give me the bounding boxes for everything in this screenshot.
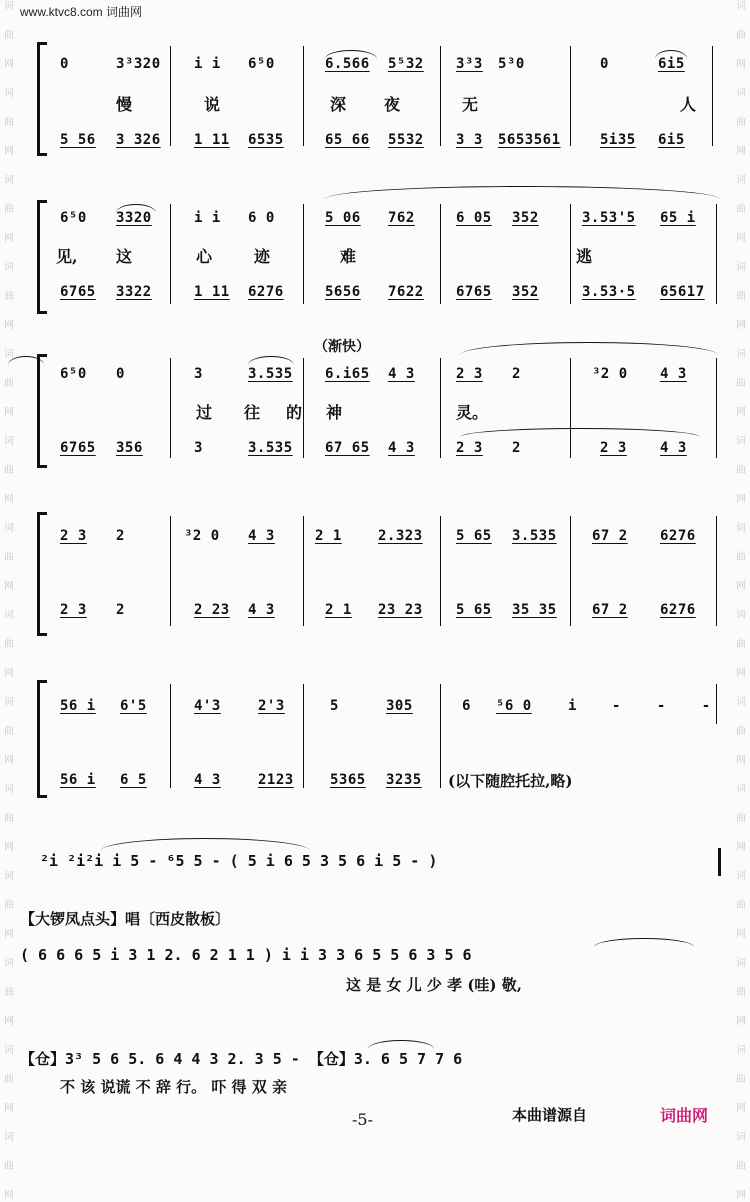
- note-group: 6i5: [658, 132, 685, 148]
- note-group: 305: [386, 698, 413, 714]
- note-group: 6.566: [325, 56, 370, 72]
- watermark-glyph: 词: [4, 262, 14, 273]
- lyric: 心: [196, 247, 213, 266]
- watermark-glyph: 词: [736, 175, 746, 186]
- watermark-glyph: 曲: [4, 30, 14, 41]
- watermark-glyph: 曲: [736, 1074, 746, 1085]
- watermark-glyph: 网: [736, 1190, 746, 1201]
- watermark-glyph: 网: [736, 233, 746, 244]
- note-group: 4 3: [248, 602, 275, 618]
- watermark-glyph: 曲: [736, 30, 746, 41]
- note-group: 6.i65: [325, 366, 370, 382]
- watermark-glyph: 曲: [736, 117, 746, 128]
- watermark-glyph: 词: [736, 610, 746, 621]
- slur: [325, 186, 720, 199]
- barline: [440, 684, 441, 788]
- note-group: 2 3: [600, 440, 627, 456]
- watermark-glyph: 曲: [4, 900, 14, 911]
- note-group: 3: [194, 366, 203, 382]
- watermark-glyph: 曲: [736, 291, 746, 302]
- note-group: 6⁵0: [248, 56, 275, 72]
- brand-link[interactable]: 词曲网: [660, 1106, 709, 1125]
- watermark-glyph: 曲: [4, 639, 14, 650]
- watermark-glyph: 词: [4, 349, 14, 360]
- watermark-glyph: 词: [736, 1132, 746, 1143]
- site-url: www.ktvc8.com: [20, 5, 103, 19]
- barline: [303, 516, 304, 626]
- watermark-glyph: 曲: [4, 552, 14, 563]
- note-group: 5 56: [60, 132, 96, 148]
- watermark-glyph: 网: [4, 320, 14, 331]
- lyric: 夜: [384, 95, 401, 114]
- note-group: 2: [512, 366, 521, 382]
- note-group: 6276: [660, 528, 696, 544]
- note-group: i i: [194, 210, 221, 226]
- system-bracket: [37, 512, 47, 636]
- lyric: 人: [680, 95, 697, 114]
- notation-line: ( 6 6 6 5 i 3 1 2. 6 2 1 1 ) i i 3 3 6 5 5 6 3 5 6: [20, 946, 472, 964]
- watermark-glyph: 曲: [736, 987, 746, 998]
- system-bracket: [37, 354, 47, 468]
- slur: [325, 50, 377, 59]
- watermark-glyph: 网: [736, 668, 746, 679]
- watermark-glyph: 曲: [736, 726, 746, 737]
- watermark-glyph: 网: [736, 407, 746, 418]
- note-group: 5 65: [456, 602, 492, 618]
- note-group: 1 11: [194, 284, 230, 300]
- final-barline: [718, 848, 721, 876]
- note-group: 0: [116, 366, 125, 382]
- watermark-glyph: 曲: [736, 378, 746, 389]
- lyric: 难: [340, 247, 357, 266]
- note-group: ³2 0: [184, 528, 220, 544]
- watermark-glyph: 网: [4, 494, 14, 505]
- watermark-glyph: 网: [736, 755, 746, 766]
- watermark-glyph: 网: [4, 581, 14, 592]
- barline: [303, 204, 304, 304]
- watermark-glyph: 词: [4, 784, 14, 795]
- note-group: 2: [116, 528, 125, 544]
- accompaniment-note: (以下随腔托拉,略): [448, 772, 573, 790]
- watermark-glyph: 词: [4, 1132, 14, 1143]
- lyric: 往: [244, 403, 261, 422]
- system-bracket: [37, 200, 47, 314]
- note-group: 5 06: [325, 210, 361, 226]
- note-group: 5653561: [498, 132, 561, 148]
- barline: [440, 516, 441, 626]
- note-group: 2 3: [456, 366, 483, 382]
- barline: [570, 204, 571, 304]
- lyric: 灵。: [456, 403, 489, 422]
- notation-line: 【仓】3³ 5 6 5. 6 4 4 3 2. 3 5 - 【仓】3. 6 5 7 7 6: [20, 1050, 463, 1068]
- note-group: 5⁵32: [388, 56, 424, 72]
- watermark-glyph: 曲: [4, 465, 14, 476]
- site-name: 词曲网: [106, 5, 143, 19]
- note-group: 4'3: [194, 698, 221, 714]
- note-group: 6 05: [456, 210, 492, 226]
- note-group: 6765: [456, 284, 492, 300]
- note-group: 1 11: [194, 132, 230, 148]
- barline: [170, 516, 171, 626]
- barline: [170, 684, 171, 788]
- barline: [170, 358, 171, 458]
- note-group: 2 1: [325, 602, 352, 618]
- note-group: 6: [462, 698, 471, 714]
- watermark-glyph: 词: [736, 262, 746, 273]
- note-group: - - -: [612, 698, 725, 714]
- barline: [570, 46, 571, 146]
- watermark-glyph: 曲: [4, 726, 14, 737]
- note-group: 6765: [60, 440, 96, 456]
- watermark-glyph: 词: [4, 610, 14, 621]
- barline: [303, 684, 304, 788]
- note-group: 3.535: [248, 440, 293, 456]
- watermark-glyph: 词: [4, 958, 14, 969]
- page-number: -5-: [352, 1110, 373, 1129]
- note-group: 352: [512, 284, 539, 300]
- system-bracket: [37, 680, 47, 798]
- note-group: 56 i: [60, 772, 96, 788]
- watermark-glyph: 词: [736, 436, 746, 447]
- note-group: 5 65: [456, 528, 492, 544]
- watermark-glyph: 词: [736, 697, 746, 708]
- note-group: 5532: [388, 132, 424, 148]
- note-group: 7622: [388, 284, 424, 300]
- watermark-glyph: 曲: [4, 291, 14, 302]
- note-group: 2 1: [315, 528, 342, 544]
- note-group: 6276: [248, 284, 284, 300]
- watermark-glyph: 曲: [736, 1161, 746, 1172]
- note-group: i: [568, 698, 577, 714]
- lyric: 见,: [56, 247, 78, 266]
- barline: [440, 358, 441, 458]
- barline: [170, 204, 171, 304]
- watermark-glyph: 网: [4, 146, 14, 157]
- note-group: 5i35: [600, 132, 636, 148]
- note-group: 6276: [660, 602, 696, 618]
- lyric: 说: [204, 95, 221, 114]
- slur: [368, 1040, 434, 1049]
- watermark-glyph: 网: [736, 146, 746, 157]
- note-group: 2123: [258, 772, 294, 788]
- watermark-glyph: 网: [4, 929, 14, 940]
- watermark-glyph: 曲: [736, 813, 746, 824]
- note-group: ⁵6 0: [496, 698, 532, 714]
- watermark-glyph: 网: [4, 1190, 14, 1201]
- section-heading: 【大锣凤点头】唱〔西皮散板〕: [20, 910, 231, 928]
- watermark-glyph: 词: [4, 175, 14, 186]
- note-group: 5365: [330, 772, 366, 788]
- lyric-line: 不 该 说谎 不 辞 行。 吓 得 双 亲: [60, 1078, 288, 1096]
- note-group: 3.535: [512, 528, 557, 544]
- barline: [716, 516, 717, 626]
- note-group: 65 i: [660, 210, 696, 226]
- watermark-glyph: 网: [4, 407, 14, 418]
- watermark-glyph: 词: [4, 1045, 14, 1056]
- note-group: 4 3: [388, 366, 415, 382]
- watermark-glyph: 曲: [4, 987, 14, 998]
- watermark-glyph: 词: [736, 349, 746, 360]
- note-group: 67 65: [325, 440, 370, 456]
- note-group: 4 3: [248, 528, 275, 544]
- note-group: 3 3: [456, 132, 483, 148]
- note-group: 6'5: [120, 698, 147, 714]
- note-group: 6⁵0: [60, 366, 87, 382]
- note-group: 3³3: [456, 56, 483, 72]
- watermark-glyph: 词: [4, 871, 14, 882]
- note-group: 2.323: [378, 528, 423, 544]
- watermark-glyph: 网: [4, 1103, 14, 1114]
- note-group: 35 35: [512, 602, 557, 618]
- note-group: 2: [512, 440, 521, 456]
- watermark-glyph: 网: [736, 494, 746, 505]
- note-group: 3 326: [116, 132, 161, 148]
- note-group: 4 3: [194, 772, 221, 788]
- slur: [655, 50, 687, 59]
- note-group: ³2 0: [592, 366, 628, 382]
- note-group: 2 23: [194, 602, 230, 618]
- watermark-glyph: 网: [736, 929, 746, 940]
- note-group: i i: [194, 56, 221, 72]
- watermark-glyph: 词: [4, 523, 14, 534]
- lyric: 慢: [116, 95, 133, 114]
- watermark-glyph: 曲: [736, 204, 746, 215]
- barline: [716, 358, 717, 458]
- watermark-glyph: 曲: [736, 900, 746, 911]
- watermark-glyph: 曲: [4, 378, 14, 389]
- barline: [712, 46, 713, 146]
- watermark-glyph: 网: [4, 842, 14, 853]
- barline: [570, 516, 571, 626]
- watermark-glyph: 词: [4, 88, 14, 99]
- note-group: 23 23: [378, 602, 423, 618]
- note-group: 0: [600, 56, 609, 72]
- note-group: 3³320: [116, 56, 161, 72]
- note-group: 2 3: [456, 440, 483, 456]
- watermark-glyph: 网: [4, 668, 14, 679]
- watermark-glyph: 曲: [4, 813, 14, 824]
- note-group: 762: [388, 210, 415, 226]
- site-header: [20, 3, 142, 20]
- lyric-line: 这 是 女 儿 少 孝 (哇) 敬,: [346, 976, 522, 994]
- watermark-glyph: 词: [4, 697, 14, 708]
- note-group: 5³0: [498, 56, 525, 72]
- note-group: 4 3: [660, 440, 687, 456]
- note-group: 5: [330, 698, 339, 714]
- note-group: 6765: [60, 284, 96, 300]
- watermark-glyph: 曲: [4, 1074, 14, 1085]
- watermark-glyph: 词: [736, 1, 746, 12]
- slur: [100, 838, 310, 851]
- note-group: 3: [194, 440, 203, 456]
- note-group: 5656: [325, 284, 361, 300]
- watermark-glyph: 词: [736, 1045, 746, 1056]
- free-notation-line: ²i ²i²i i 5 - ⁶5 5 - ( 5 i 6 5 3 5 6 i 5 - ): [40, 852, 438, 870]
- note-group: 3.535: [248, 366, 293, 382]
- note-group: 6i5: [658, 56, 685, 72]
- note-group: 4 3: [388, 440, 415, 456]
- lyric: 神: [326, 403, 343, 422]
- note-group: 2'3: [258, 698, 285, 714]
- barline: [440, 204, 441, 304]
- watermark-glyph: 曲: [4, 117, 14, 128]
- watermark-glyph: 网: [4, 59, 14, 70]
- watermark-glyph: 词: [736, 871, 746, 882]
- watermark-glyph: 词: [736, 88, 746, 99]
- note-group: 4 3: [660, 366, 687, 382]
- watermark-glyph: 网: [736, 59, 746, 70]
- watermark-glyph: 网: [736, 581, 746, 592]
- lyric: 无: [462, 95, 479, 114]
- watermark-glyph: 网: [736, 320, 746, 331]
- watermark-glyph: 词: [736, 784, 746, 795]
- watermark-glyph: 网: [4, 1016, 14, 1027]
- watermark-glyph: 网: [736, 1016, 746, 1027]
- note-group: 3235: [386, 772, 422, 788]
- watermark-glyph: 曲: [736, 465, 746, 476]
- watermark-glyph: 词: [736, 523, 746, 534]
- note-group: 3.53·5: [582, 284, 636, 300]
- system-bracket: [37, 42, 47, 156]
- lyric: 逃: [576, 247, 593, 266]
- watermark-glyph: 词: [736, 958, 746, 969]
- slur: [594, 938, 694, 947]
- watermark-column-left: [2, 0, 16, 1201]
- barline: [716, 204, 717, 304]
- watermark-column-right: [734, 0, 748, 1201]
- note-group: 2: [116, 602, 125, 618]
- barline: [570, 358, 571, 458]
- tempo-marking: （渐快）: [314, 339, 370, 355]
- note-group: 352: [512, 210, 539, 226]
- lyric: 的: [286, 403, 303, 422]
- barline: [440, 46, 441, 146]
- note-group: 2 3: [60, 528, 87, 544]
- slur: [248, 356, 294, 365]
- note-group: 67 2: [592, 602, 628, 618]
- note-group: 0: [60, 56, 69, 72]
- note-group: 65 66: [325, 132, 370, 148]
- slur: [460, 428, 700, 437]
- watermark-glyph: 曲: [4, 1161, 14, 1172]
- note-group: 3.53'5: [582, 210, 636, 226]
- watermark-glyph: 网: [4, 233, 14, 244]
- watermark-glyph: 曲: [4, 204, 14, 215]
- note-group: 2 3: [60, 602, 87, 618]
- note-group: 6⁵0: [60, 210, 87, 226]
- watermark-glyph: 网: [736, 842, 746, 853]
- source-label: 本曲谱源自: [512, 1106, 588, 1124]
- barline: [303, 358, 304, 458]
- watermark-glyph: 曲: [736, 552, 746, 563]
- note-group: 6 5: [120, 772, 147, 788]
- note-group: 356: [116, 440, 143, 456]
- barline: [303, 46, 304, 146]
- note-group: 6 0: [248, 210, 275, 226]
- watermark-glyph: 网: [4, 755, 14, 766]
- note-group: 3322: [116, 284, 152, 300]
- note-group: 67 2: [592, 528, 628, 544]
- lyric: 深: [330, 95, 347, 114]
- slur: [460, 342, 718, 355]
- lyric: 过: [196, 403, 213, 422]
- note-group: 56 i: [60, 698, 96, 714]
- note-group: 6535: [248, 132, 284, 148]
- note-group: 65617: [660, 284, 705, 300]
- note-group: 3320: [116, 210, 152, 226]
- lyric: 迹: [254, 247, 271, 266]
- lyric: 这: [116, 247, 133, 266]
- barline: [170, 46, 171, 146]
- watermark-glyph: 词: [4, 436, 14, 447]
- watermark-glyph: 网: [736, 1103, 746, 1114]
- watermark-glyph: 词: [4, 1, 14, 12]
- watermark-glyph: 曲: [736, 639, 746, 650]
